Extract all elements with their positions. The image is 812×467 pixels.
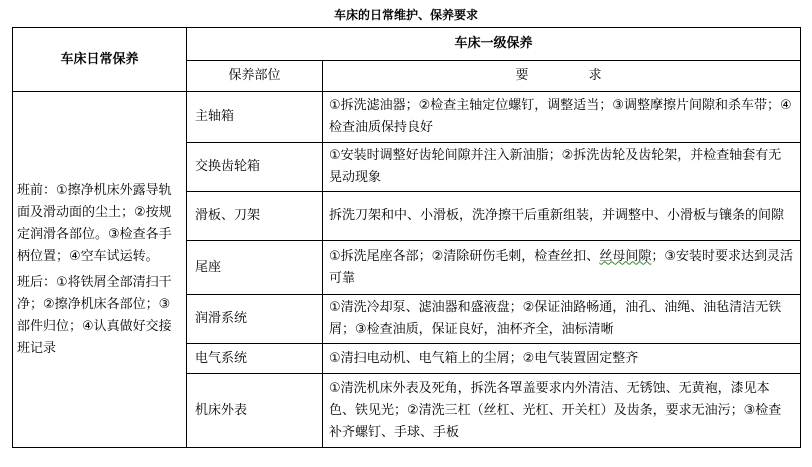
requirement-text-part: ；③安装时要求达到灵活可靠 — [329, 248, 793, 286]
daily-maintenance-content — [13, 92, 187, 448]
part-cell: 电气系统 — [187, 344, 323, 374]
after-shift-text: 班后：①将铁屑全部清扫干净；②擦净机床各部位；③部件归位；④认真做好交接班记录 — [17, 274, 172, 356]
document-title: 车床的日常维护、保养要求 — [333, 8, 478, 22]
requirement-cell: ①清洗冷却泵、滤油器和盛液盘；②保证油路畅通，油孔、油绳、油毡清洁无铁屑；③检查油质，保证良好，油杯齐全，油标清晰 — [323, 295, 801, 344]
before-shift-text: 班前：①擦净机床外露导轨面及滑动面的尘土；②按规定润滑各部位。③检查各手柄位置；④空车试运转。 — [17, 182, 172, 264]
part-cell: 机床外表 — [187, 374, 323, 448]
requirement-cell: ①拆洗滤油器；②检查主轴定位螺钉，调整适当；③调整摩擦片间隙和杀车带；④检查油质保持良好 — [323, 92, 801, 143]
maintenance-table — [12, 27, 801, 448]
requirement-cell: ①清洗机床外表及死角，拆洗各罩盖要求内外清洁、无锈蚀、无黄袍，漆见本色、铁见光；②清洗三杠（丝杠、光杠、开关杠）及齿条，要求无油污；③检查补齐螺钉、手球、手板 — [323, 374, 801, 448]
requirement-cell: 拆洗刀架和中、小滑板，洗净擦干后重新组装，并调整中、小滑板与镶条的间隙 — [323, 192, 801, 241]
daily-maintenance-header: 车床日常保养 — [13, 28, 187, 92]
requirement-column-header: 要 求 — [323, 61, 801, 92]
spellcheck-underlined-text: 丝母间隙 — [599, 248, 652, 264]
part-cell: 滑板、刀架 — [187, 192, 323, 241]
part-column-header: 保养部位 — [187, 61, 323, 92]
requirement-cell: ①安装时调整好齿轮间隙并注入新油脂；②拆洗齿轮及齿轮架，并检查轴套有无晃动现象 — [323, 143, 801, 192]
requirement-text-part: ①拆洗尾座各部；②清除研伤毛刺，检查丝扣、 — [329, 248, 600, 264]
part-cell: 尾座 — [187, 241, 323, 295]
table-row — [13, 92, 801, 143]
part-cell: 交换齿轮箱 — [187, 143, 323, 192]
level1-maintenance-header: 车床一级保养 — [187, 28, 801, 61]
part-cell: 润滑系统 — [187, 295, 323, 344]
part-cell: 主轴箱 — [187, 92, 323, 143]
requirement-cell: ①清扫电动机、电气箱上的尘屑；②电气装置固定整齐 — [323, 344, 801, 374]
requirement-cell — [323, 241, 801, 295]
